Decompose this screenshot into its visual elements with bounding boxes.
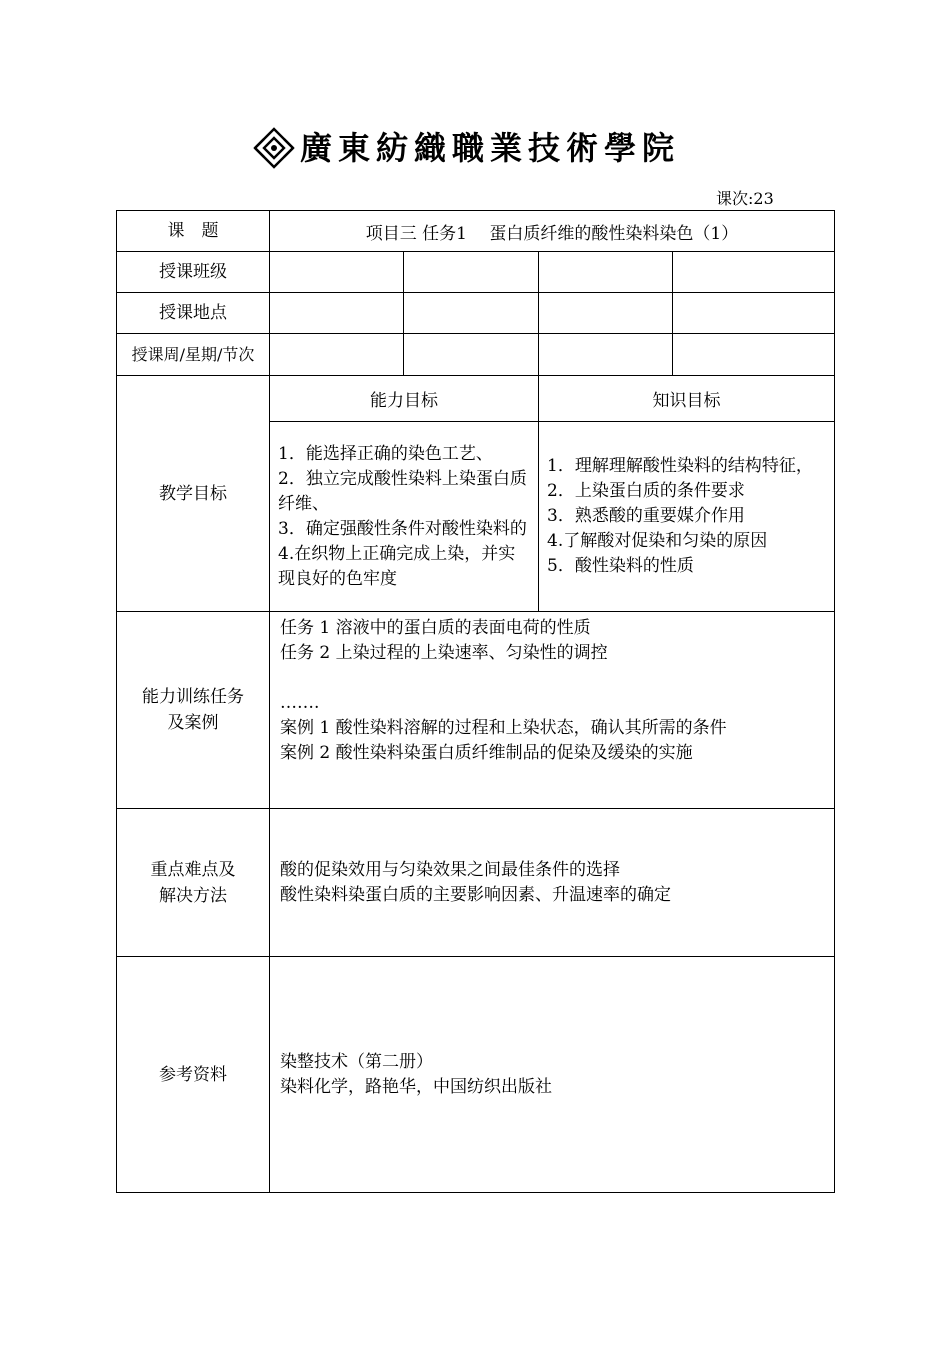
tasks-content: [270, 612, 835, 809]
subject-row: [117, 211, 835, 252]
subject-label-cell: [117, 211, 270, 252]
subject-label: 课 题: [167, 221, 219, 241]
key-points-label-line1: 重点难点及: [150, 859, 236, 880]
diamond-lattice-logo-icon: [252, 126, 296, 170]
key-points-content: [270, 809, 835, 957]
document-header: [0, 118, 950, 178]
reference-item: 染料化学，路艳华，中国纺织出版社: [280, 1076, 552, 1097]
place-cell-3: [539, 293, 673, 334]
knowledge-goal-item: 2．上染蛋白质的条件要求: [547, 481, 745, 501]
case-item: 案例 1 酸性染料溶解的过程和上染状态，确认其所需的条件: [280, 718, 727, 738]
key-points-row: [117, 809, 835, 957]
class-label: 授课班级: [117, 252, 270, 293]
place-row: [117, 293, 835, 334]
subject-value: 项目三 任务1 蛋白质纤维的酸性染料染色（1）: [270, 211, 835, 252]
week-cell-3: [539, 334, 673, 376]
class-cell-4: [673, 252, 835, 293]
tasks-label: [117, 612, 270, 809]
lesson-plan-table: [116, 210, 835, 1193]
references-content: [270, 957, 835, 1193]
knowledge-goal-heading: 知识目标: [539, 376, 835, 422]
ability-goal-item: 1．能选择正确的染色工艺、: [278, 443, 493, 464]
task-item: 任务 2 上染过程的上染速率、匀染性的调控: [280, 643, 608, 663]
week-row: [117, 334, 835, 376]
week-cell-1: [270, 334, 404, 376]
tasks-label-line1: 能力训练任务: [142, 687, 244, 707]
knowledge-goal-item: 4.了解酸对促染和匀染的原因: [547, 531, 768, 551]
week-cell-4: [673, 334, 835, 376]
place-cell-1: [270, 293, 404, 334]
knowledge-goal-item: 1．理解理解酸性染料的结构特征，: [547, 456, 813, 476]
school-name: 廣東紡織職業技術學院: [300, 129, 681, 167]
tasks-row: [117, 612, 835, 809]
class-row: [117, 252, 835, 293]
knowledge-goal-item: 5．酸性染料的性质: [547, 556, 694, 576]
ability-goal-heading: 能力目标: [270, 376, 539, 422]
ability-goal-item: 4.在织物上正确完成上染，并实现良好的色牢度: [278, 543, 516, 589]
tasks-label-line2: 及案例: [167, 713, 219, 733]
place-cell-4: [673, 293, 835, 334]
references-label: 参考资料: [117, 957, 270, 1193]
task-item: …….: [280, 693, 320, 713]
week-label: 授课周/星期/节次: [117, 334, 270, 376]
ability-goal-item: 3．确定强酸性条件对酸性染料的: [278, 518, 527, 539]
place-label: 授课地点: [117, 293, 270, 334]
ability-goals: [270, 422, 539, 612]
key-point-item: 酸性染料染蛋白质的主要影响因素、升温速率的确定: [280, 884, 671, 905]
knowledge-goals: [539, 422, 835, 612]
lesson-number: 课次:23: [716, 189, 774, 208]
task-item: [280, 666, 824, 691]
key-point-item: 酸的促染效用与匀染效果之间最佳条件的选择: [280, 859, 620, 880]
reference-item: 染整技术（第二册）: [280, 1051, 433, 1072]
place-cell-2: [404, 293, 539, 334]
case-item: 案例 2 酸性染料染蛋白质纤维制品的促染及缓染的实施: [280, 743, 693, 763]
class-cell-3: [539, 252, 673, 293]
knowledge-goal-item: 3．熟悉酸的重要媒介作用: [547, 506, 745, 526]
ability-goal-item: 2．独立完成酸性染料上染蛋白质纤维、: [278, 468, 527, 514]
class-cell-2: [404, 252, 539, 293]
task-item: 任务 1 溶液中的蛋白质的表面电荷的性质: [280, 618, 591, 638]
goals-label: 教学目标: [117, 376, 270, 612]
class-cell-1: [270, 252, 404, 293]
key-points-label-line2: 解决方法: [159, 885, 227, 906]
key-points-label: [117, 809, 270, 957]
references-row: [117, 957, 835, 1193]
week-cell-2: [404, 334, 539, 376]
goals-head-row: [117, 376, 835, 422]
